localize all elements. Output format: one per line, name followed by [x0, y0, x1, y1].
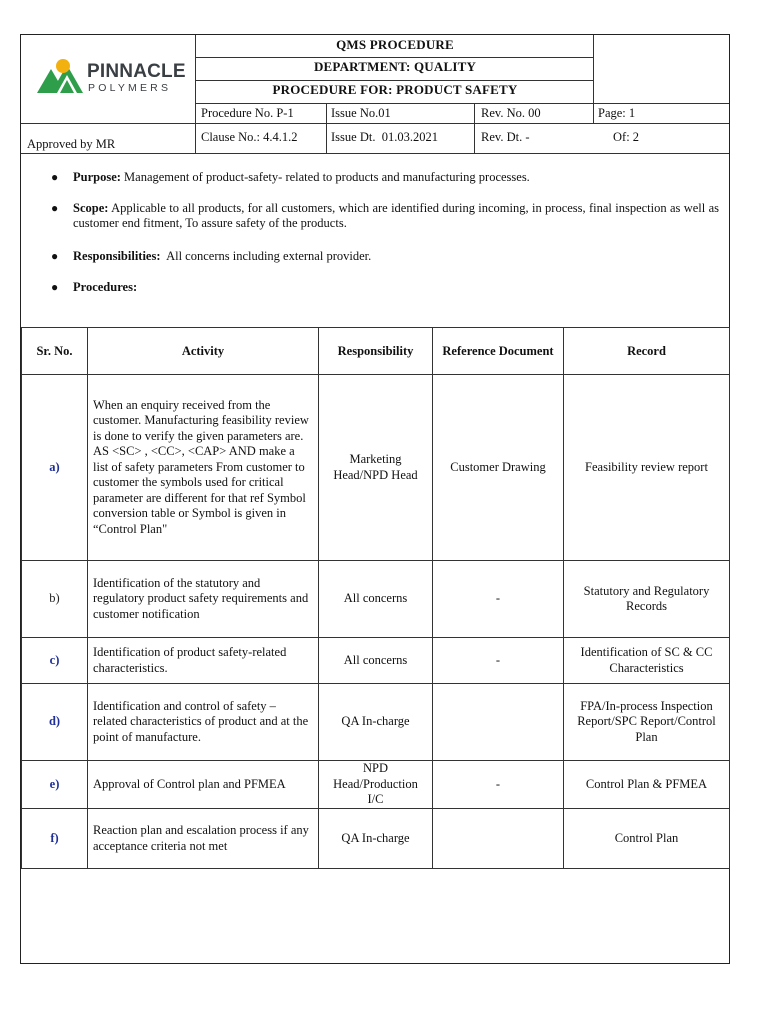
responsibilities-text: All concerns including external provider.: [160, 249, 372, 263]
row-record: Identification of SC & CC Characteristics: [564, 638, 730, 684]
purpose-label: Purpose:: [73, 170, 121, 184]
row-record: Control Plan: [564, 809, 730, 869]
row-sr-no: a): [22, 375, 88, 561]
row-activity: Reaction plan and escalation process if any acceptance criteria not met: [88, 809, 319, 869]
row-record: FPA/In-process Inspection Report/SPC Report/Control Plan: [564, 684, 730, 761]
procedure-overview: [21, 153, 731, 327]
header-divider-right: [593, 35, 594, 123]
row-record: Feasibility review report: [564, 375, 730, 561]
page-number: Page: 1: [598, 106, 636, 120]
row-record: Statutory and Regulatory Records: [564, 561, 730, 638]
bullet-dot-icon: ●: [51, 170, 59, 184]
table-row: [22, 638, 730, 684]
row-sr-no: c): [22, 638, 88, 684]
revision-date: Rev. Dt. -: [481, 130, 530, 144]
procedures-label: Procedures:: [73, 280, 138, 294]
qms-procedure-title: QMS PROCEDURE: [336, 37, 454, 52]
issue-number: Issue No.01: [331, 106, 391, 120]
header-line-1: [195, 57, 593, 58]
logo-name: PINNACLE: [87, 61, 186, 82]
row-record: Control Plan & PFMEA: [564, 761, 730, 809]
row-responsibility: Marketing Head/NPD Head: [319, 375, 433, 561]
row-activity: Identification and control of safety – related characteristics of product and at the point of manufacture.: [88, 684, 319, 761]
header-activity: Activity: [88, 328, 319, 375]
row-sr-no: b): [22, 561, 88, 638]
table-row: [22, 375, 730, 561]
page-of-total: Of: 2: [613, 130, 640, 144]
procedure-number: Procedure No. P-1: [201, 106, 294, 120]
bullet-dot-icon: ●: [51, 201, 59, 215]
scope-label: Scope:: [73, 201, 109, 215]
row-sr-no: f): [22, 809, 88, 869]
procedure-for-title: PROCEDURE FOR: PRODUCT SAFETY: [272, 82, 518, 97]
row-sr-no: d): [22, 684, 88, 761]
bullet-dot-icon: ●: [51, 249, 59, 263]
header-line-4: [21, 123, 729, 124]
pinnacle-logo-icon: [37, 57, 85, 97]
row-sr-no: e): [22, 761, 88, 809]
clause-number: Clause No.: 4.4.1.2: [201, 130, 298, 144]
department-title: DEPARTMENT: QUALITY: [313, 59, 477, 74]
header-reference-document: Reference Document: [433, 328, 564, 375]
header-sr-no: Sr. No.: [22, 328, 88, 375]
header-line-2: [195, 80, 593, 81]
issue-date: Issue Dt. 01.03.2021: [331, 130, 438, 144]
row-reference-document: -: [433, 561, 564, 638]
header-divider-logo: [195, 35, 196, 153]
row-activity: Approval of Control plan and PFMEA: [88, 761, 319, 809]
table-row: [22, 684, 730, 761]
bullet-dot-icon: ●: [51, 280, 59, 294]
header-responsibility: Responsibility: [319, 328, 433, 375]
row-activity: When an enquiry received from the customer. Manufacturing feasibility review is done to verify the given parameters are. AS <SC> , <CC>, <CAP> AND make a list of safety parameters From customer to customer the symbols used for critical parameter are different for that ref Symbol conversion table or Symbol is given in “Control Plan": [88, 375, 319, 561]
header-record: Record: [564, 328, 730, 375]
table-row: [22, 761, 730, 809]
row-responsibility: NPD Head/Production I/C: [319, 761, 433, 809]
company-logo: [37, 57, 187, 97]
table-row: [22, 561, 730, 638]
logo-subtitle: POLYMERS: [88, 82, 172, 94]
table-header-row: [22, 328, 730, 375]
row-responsibility: All concerns: [319, 561, 433, 638]
header-line-3: [195, 103, 729, 104]
table-row: [22, 809, 730, 869]
row-reference-document: [433, 809, 564, 869]
row-activity: Identification of the statutory and regulatory product safety requirements and customer notification: [88, 561, 319, 638]
row-responsibility: All concerns: [319, 638, 433, 684]
row-reference-document: -: [433, 638, 564, 684]
row-reference-document: [433, 684, 564, 761]
revision-number: Rev. No. 00: [481, 106, 541, 120]
scope-text: Applicable to all products, for all customers, which are identified during incoming, in process, final inspection as well as customer end fitment, To assure safety of the products.: [73, 201, 719, 230]
row-responsibility: QA In-charge: [319, 684, 433, 761]
row-reference-document: Customer Drawing: [433, 375, 564, 561]
header-divider-issue: [326, 103, 327, 153]
purpose-text: Management of product-safety- related to products and manufacturing processes.: [120, 170, 530, 184]
procedure-table: [21, 327, 730, 869]
row-responsibility: QA In-charge: [319, 809, 433, 869]
procedure-document: [20, 34, 730, 964]
header-divider-rev: [474, 103, 475, 153]
row-activity: Identification of product safety-related characteristics.: [88, 638, 319, 684]
responsibilities-label: Responsibilities:: [73, 249, 161, 263]
row-reference-document: -: [433, 761, 564, 809]
approved-by: Approved by MR: [27, 137, 116, 151]
